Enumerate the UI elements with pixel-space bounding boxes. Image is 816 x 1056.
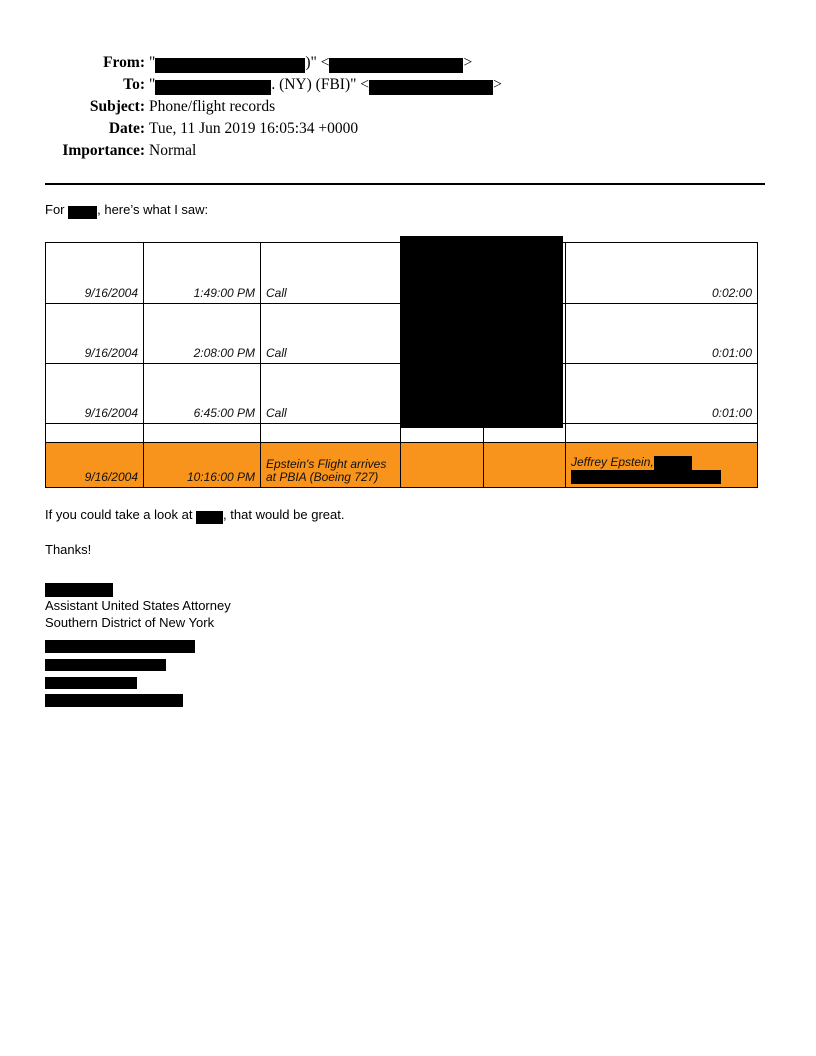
cell-time: 1:49:00 PM	[144, 243, 261, 304]
cell-time: 10:16:00 PM	[144, 443, 261, 488]
cell-empty	[484, 443, 566, 488]
redaction-bar-passenger-1	[654, 456, 692, 472]
redaction-bar-signature-2	[45, 659, 166, 671]
header-separator-rule	[45, 183, 765, 185]
email-header	[45, 52, 765, 162]
cell-date: 9/16/2004	[46, 364, 144, 424]
header-row-date	[45, 118, 765, 140]
redaction-bar-greeting	[68, 206, 97, 219]
from-value	[149, 52, 472, 74]
greeting-line	[45, 202, 208, 217]
from-mid-text: )" <	[305, 54, 330, 71]
importance-value: Normal	[149, 142, 197, 159]
redaction-bar-passenger-2	[571, 470, 721, 484]
date-value: Tue, 11 Jun 2019 16:05:34 +0000	[149, 120, 359, 137]
to-label: To:	[123, 76, 145, 93]
from-close-bracket: >	[463, 54, 473, 71]
importance-label: Importance:	[62, 142, 145, 159]
cell-empty	[401, 443, 484, 488]
header-row-subject	[45, 96, 765, 118]
to-close-bracket: >	[493, 76, 502, 93]
to-open-quote: "	[149, 76, 156, 93]
thanks-line: Thanks!	[45, 542, 92, 557]
from-label: From:	[103, 54, 145, 71]
greeting-suffix: , here’s what I saw:	[97, 202, 209, 217]
cell-date: 9/16/2004	[46, 304, 144, 364]
date-label: Date:	[108, 120, 145, 137]
cell-duration: 0:01:00	[566, 304, 758, 364]
cell-date: 9/16/2004	[46, 243, 144, 304]
redaction-box-large	[400, 236, 563, 428]
cell-flight-description: Epstein's Flight arrives at PBIA (Boeing 727)	[261, 443, 401, 488]
records-table-container	[45, 242, 759, 488]
table-row-flight-highlight	[46, 443, 758, 488]
cell-date: 9/16/2004	[46, 443, 144, 488]
to-value	[149, 74, 502, 96]
header-row-from	[45, 52, 765, 74]
redaction-bar-signature-1	[45, 640, 195, 653]
header-row-to	[45, 74, 765, 96]
to-mid-text: . (NY) (FBI)" <	[271, 76, 370, 93]
redaction-bar-from-address	[329, 58, 463, 73]
closing-suffix: , that would be great.	[223, 507, 345, 522]
cell-passengers	[566, 443, 758, 488]
subject-value: Phone/flight records	[149, 98, 276, 115]
cell-type: Call	[261, 364, 401, 424]
cell-duration: 0:01:00	[566, 364, 758, 424]
signature-block	[45, 583, 231, 707]
cell-duration: 0:02:00	[566, 243, 758, 304]
signature-title-line2: Southern District of New York	[45, 615, 215, 630]
redaction-bar-signature-3	[45, 677, 137, 689]
redaction-bar-from-name	[155, 58, 305, 73]
cell-time: 2:08:00 PM	[144, 304, 261, 364]
closing-line	[45, 507, 344, 522]
from-open-quote: "	[149, 54, 156, 71]
greeting-prefix: For	[45, 202, 69, 217]
redaction-bar-signature-4	[45, 694, 183, 707]
cell-time: 6:45:00 PM	[144, 364, 261, 424]
passenger-name: Jeffrey Epstein,	[571, 455, 654, 469]
redaction-bar-to-name	[155, 80, 271, 95]
redaction-bar-to-address	[369, 80, 493, 95]
subject-label: Subject:	[89, 98, 145, 115]
header-row-importance	[45, 140, 765, 162]
cell-type: Call	[261, 243, 401, 304]
cell-type: Call	[261, 304, 401, 364]
closing-prefix: If you could take a look at	[45, 507, 197, 522]
redaction-bar-closing	[196, 511, 223, 524]
redaction-bar-signer-name	[45, 583, 113, 597]
signature-title-line1: Assistant United States Attorney	[45, 598, 231, 613]
